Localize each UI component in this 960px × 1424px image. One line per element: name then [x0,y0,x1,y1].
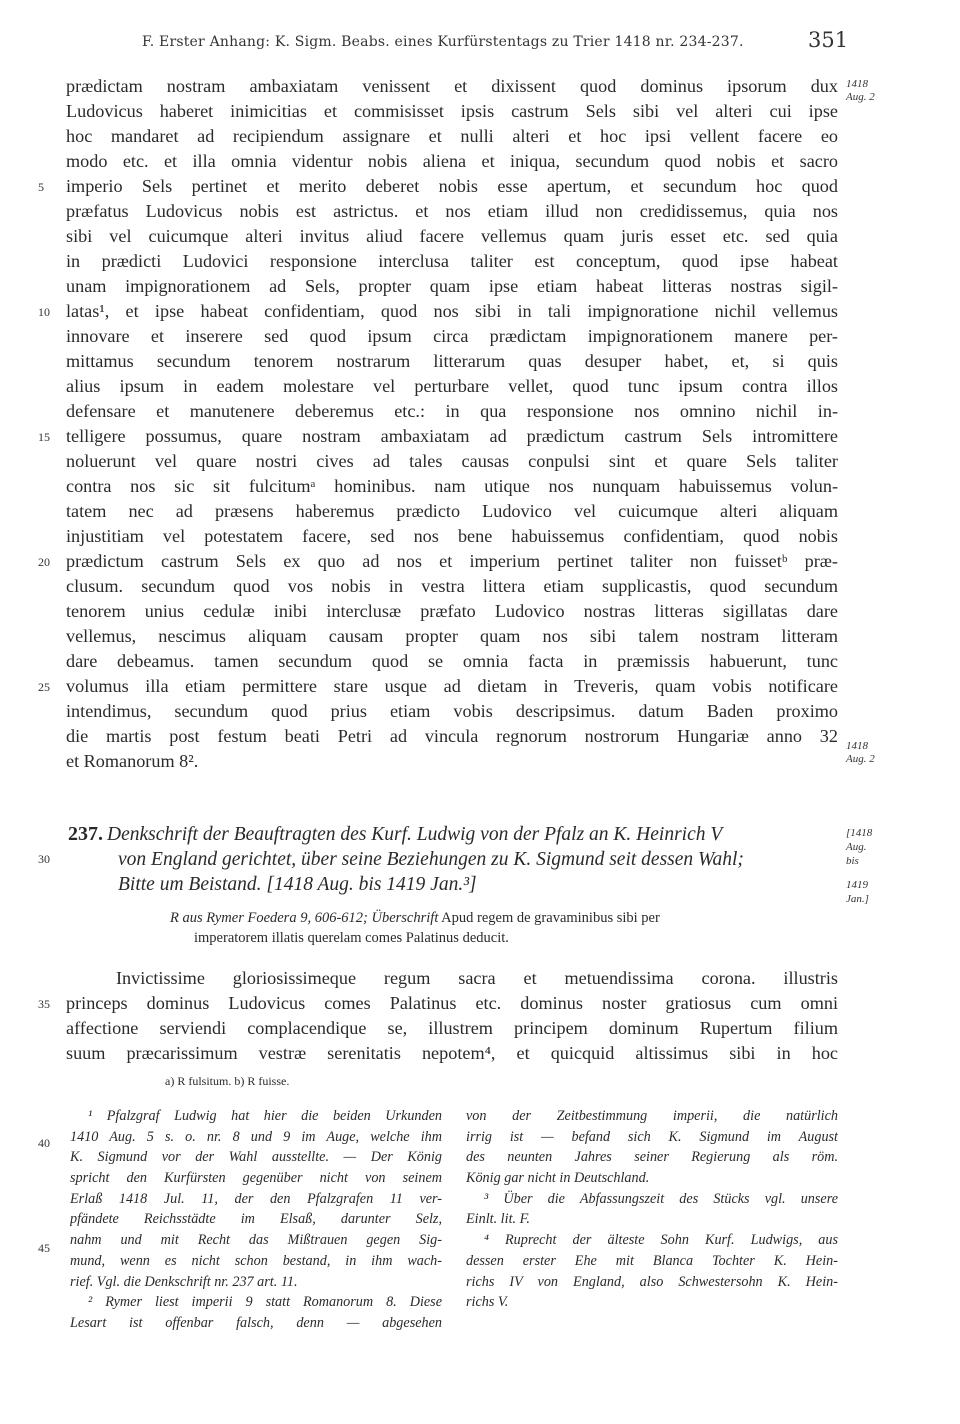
text-line: noluerunt vel quare nostri cives ad tales causas conpulsi sint et quare Sels taliter [66,451,838,471]
text-line: innovare et inserere sed quod ipsum circa prædictam impignorationem manere per- [66,326,838,346]
text-line: Ludovicus haberet inimicitias et commisisset ipsis castrum Sels sibi vel alteri cui ipse [66,101,838,121]
text-line: hoc mandaret ad recipiendum assignare et nulli alteri et hoc ipsi vellent facere eo [66,126,838,146]
running-head: F. Erster Anhang: K. Sigm. Beabs. eines Kurfürstentags zu Trier 1418 nr. 234-237. [142,34,744,50]
footnote-line: spricht den Kurfürsten gegenüber nicht von seinem [70,1170,442,1187]
footnote-line: K. Sigmund vor der Wahl ausstellte. — Der König [70,1149,442,1166]
footnote-line: Erlaß 1418 Jul. 11, der den Pfalzgrafen 11 ver- [70,1190,442,1207]
footnote-line: dessen erster Ehe mit Blanca Tochter K. Hein- [466,1252,838,1269]
line-number: 20 [38,555,50,569]
line-number: 10 [38,305,50,319]
text-line: telligere possumus, quare nostram ambaxiatam ad prædictum castrum Sels intromittere [66,426,838,446]
text-line: volumus illa etiam permittere stare usque ad dietam in Treveris, quam vobis notificare [66,676,838,696]
source-note: R aus Rymer Foedera 9, 606-612; Überschrift Apud regem de gravaminibus sibi per imperatorem illatis querelam comes Palatinus deducit. [170,910,660,946]
footnote-line: König gar nicht in Deutschland. [466,1170,650,1187]
text-line: affectione serviendi complacendique se, illustrem principem dominum Rupertum filium [66,1018,838,1038]
line-number: 15 [38,430,50,444]
line-number: 35 [38,997,50,1011]
line-number: 25 [38,680,50,694]
text-line: tenorem unius cedulæ inibi interclusæ præfato Ludovico nostras litteras sigillatas dare [66,601,838,621]
text-line: tatem nec ad præsens haberemus prædicto Ludovico vel cuicumque alteri aliquam [66,501,838,521]
footnotes-left [70,1106,442,1334]
footnote-line: ² Rymer liest imperii 9 statt Romanorum 8. Diese [88,1294,442,1311]
text-line: suum præcarissimum vestræ serenitatis nepotem⁴, et quicquid altissimus sibi in hoc [66,1043,838,1063]
footnote-line: von der Zeitbestimmung imperii, die natürlich [466,1108,838,1124]
margin-date-section: [1418 Aug. bis 1419 Jan.] [846,827,873,905]
text-line: contra nos sic sit fulcitumᵃ hominibus. nam utique nos nunquam habuissemus volun- [66,476,838,496]
text-line: latas¹, et ipse habeat confidentiam, quod nos sibi in tali impignoratione nichil vellemus [66,301,838,321]
text-line: prædictum castrum Sels ex quo ad nos et imperium pertinet taliter non fuissetᵇ præ- [66,551,838,571]
footnote-line: irrig ist — befand sich K. Sigmund im August [466,1128,838,1145]
footnote-line: ¹ Pfalzgraf Ludwig hat hier die beiden Urkunden [88,1108,442,1124]
line-number: 45 [38,1241,50,1255]
text-line: injustitiam vel potestatem facere, sed nos bene habuissemus confidentiam, quod nobis [66,526,838,546]
footnote-line: Lesart ist offenbar falsch, denn — abgesehen [70,1314,442,1331]
footnote-line: richs IV von England, also Schwestersohn K. Hein- [466,1273,838,1290]
text-line: clusum. secundum quod vos nobis in vestra littera etiam supplicastis, quod secundum [66,576,838,596]
footnote-line: Einlt. lit. F. [466,1211,530,1228]
text-line: modo etc. et illa omnia videntur nobis aliena et iniqua, secundum quod nobis et sacro [66,151,838,171]
line-number: 40 [38,1136,50,1150]
footnotes-right [466,1106,838,1313]
section-title-line: Bitte um Beistand. [1418 Aug. bis 1419 Jan.³] [118,874,477,895]
text-line: intendimus, secundum quod prius etiam vobis descripsimus. datum Baden proximo [66,701,838,721]
text-line: unam impignorationem ad Sels, propter quam ipse etiam habeat litteras nostras sigil- [66,276,838,296]
section-title-line: Denkschrift der Beauftragten des Kurf. Ludwig von der Pfalz an K. Heinrich V [107,824,723,845]
margin-date-end: 1418 Aug. 2 [846,740,875,765]
text-line: præfatus Ludovicus nobis est astrictus. et nos etiam illud non credidissemus, quia nos [66,201,838,221]
section-text-block [66,966,838,1066]
footnote-line: 1410 Aug. 5 s. o. nr. 8 und 9 im Auge, welche ihm [70,1128,442,1145]
text-line: princeps dominus Ludovicus comes Palatinus etc. dominus noster gratiosus cum omni [66,993,838,1013]
footnote-line: rief. Vgl. die Denkschrift nr. 237 art. 11. [70,1273,298,1290]
footnote-line: mund, wenn es nicht schon bestand, in ihm wach- [70,1252,442,1269]
text-line: in prædicti Ludovici responsione interclusa taliter est conceptum, quod ipse habeat [66,251,838,271]
text-line: dare debeamus. tamen secundum quod se omnia facta in præmissis habuerunt, tunc [66,651,838,671]
text-line: sibi vel cuicumque alteri invitus aliud facere vellemus quam juris esset etc. sed quia [66,226,838,246]
footnote-line: nahm und mit Recht das Mißtrauen gegen Sig- [70,1232,442,1249]
main-text-block [66,74,838,774]
footnote-line: ⁴ Ruprecht der älteste Sohn Kurf. Ludwigs, aus [484,1232,838,1249]
text-line: die martis post festum beati Petri ad vincula regnorum nostrorum Hungariæ anno 32 [66,726,838,746]
text-line: alius ipsum in eadem molestare vel perturbare vellet, quod tunc ipsum contra illos [66,376,838,396]
text-line: prædictam nostram ambaxiatam venissent et dixissent quod dominus ipsorum dux [66,76,838,96]
footnote-line: pfändete Reichsstädte im Elsaß, darunter Selz, [70,1211,442,1228]
footnote-line: des neunten Jahres seiner Regierung als röm. [466,1149,838,1166]
section-number: 237. [68,823,103,845]
margin-date-top: 1418 Aug. 2 [846,78,875,103]
section-heading [68,822,838,897]
line-number: 5 [38,180,44,194]
footnote-line: ³ Über die Abfassungszeit des Stücks vgl. unsere [484,1190,838,1207]
section-title-line: von England gerichtet, über seine Beziehungen zu K. Sigmund seit dessen Wahl; [118,849,744,870]
text-line: imperio Sels pertinet et merito deberet nobis esse apertum, et secundum hoc quod [66,176,838,196]
text-line: Invictissime gloriosissimeque regum sacra et metuendissima corona. illustris [116,968,838,988]
variant-notes: a) R fulsitum. b) R fuisse. [165,1074,290,1088]
page-number: 351 [808,28,849,52]
line-number: 30 [38,852,50,866]
footnote-line: richs V. [466,1294,509,1311]
text-line: vellemus, nescimus aliquam causam propter quam nos sibi talem nostram litteram [66,626,838,646]
text-line: mittamus secundum tenorem nostrarum litterarum quas desuper habet, et, si quis [66,351,838,371]
text-line: et Romanorum 8². [66,751,199,771]
text-line: defensare et manutenere deberemus etc.: in qua responsione nos omnino nichil in- [66,401,838,421]
